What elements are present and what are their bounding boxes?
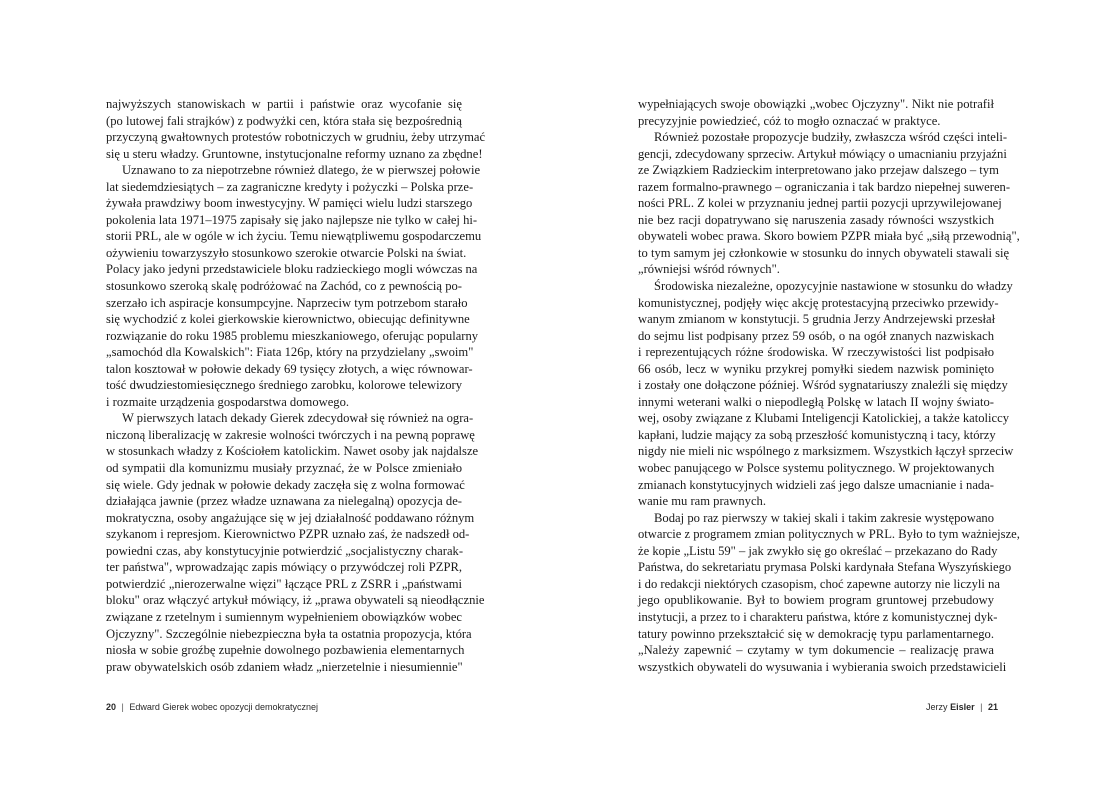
text-line: się wiele. Gdy jednak w połowie dekady zaczęła się z wolna formować <box>106 477 465 492</box>
text-line: pokolenia lata 1971–1975 zapisały się jako najlepsze nie tylko w całej hi- <box>106 212 478 227</box>
text-line: wypełniających swoje obowiązki „wobec Ojczyzny". Nikt nie potrafił <box>638 97 994 111</box>
text-line: wanym zmianom w konstytucji. 5 grudnia Jerzy Andrzejewski przesłał <box>638 312 996 327</box>
text-line: 66 osób, lecz w wyniku przykrej pomyłki siedem nazwisk pominięto <box>638 361 994 376</box>
text-line: się wychodzić z kolei gierkowskie kierownictwo, obiecując definitywne <box>106 312 470 327</box>
footer-separator: | <box>980 702 983 712</box>
text-line: nigdy nie mieli nic wspólnego z marksizmem. Wszystkich łączył sprzeciw <box>638 444 1014 459</box>
text-line: niosła w sobie groźbę zupełnie dowolnego pozbawienia elementarnych <box>106 643 465 658</box>
text-line: stosunkowo szeroką skalę podróżować na Zachód, co z pewnością po- <box>106 279 462 294</box>
footer-right <box>926 702 998 712</box>
text-line: Również pozostałe propozycje budziły, zwłaszcza wśród części inteli- <box>654 130 1008 145</box>
text-line: ze Związkiem Radzieckim interpretowano jako przejaw dalszego – tym <box>638 163 999 178</box>
page-number-right: 21 <box>987 702 998 712</box>
text-line: ter państwa", wprowadzając zapis mówiący o przywódczej roli PZPR, <box>106 560 462 575</box>
text-line: mokratyczna, osoby angażujące się w jej działalność poddawano różnym <box>106 510 475 525</box>
text-line: bloku" oraz włączyć artykuł mówiący, iż „prawa obywateli są nieodłącznie <box>106 593 485 608</box>
text-line: tość dwudziestomiesięcznego średniego zarobku, kolorowe telewizory <box>106 378 462 393</box>
text-line: (po lutowej fali strajków) z podwyżki cen, która stała się bezpośrednią <box>106 113 462 128</box>
text-line: tatury powinno przekształcić się w demokrację typu parlamentarnego. <box>638 626 994 641</box>
text-line: ożywieniu towarzyszyło stosunkowo szerokie otwarcie Polski na świat. <box>106 245 467 260</box>
text-line: do sejmu list podpisany przez 59 osób, o na ogół znanych nazwiskach <box>638 328 994 343</box>
text-line: i reprezentujących różne środowiska. W rzeczywistości list podpisało <box>638 345 994 360</box>
text-line: gencji, zdecydowany sprzeciw. Artykuł mówiący o umacnianiu przyjaźni <box>638 146 1007 161</box>
text-line: Państwa, do sekretariatu prymasa Polski kardynała Stefana Wyszyńskiego <box>638 560 1012 575</box>
text-line: instytucji, a przez to i charakteru państwa, które z komunistycznej dyk- <box>638 609 998 624</box>
text-line: obywateli wobec prawa. Skoro bowiem PZPR miała być „siłą przewodnią", <box>638 229 1020 244</box>
text-line: i zostały one dołączone później. Wśród sygnatariuszy znaleźli się między <box>638 378 1008 393</box>
text-line: „Należy zapewnić – czytamy w tym dokumencie – realizację prawa <box>638 643 994 658</box>
text-line: komunistycznej, podjęły więc akcję protestacyjną przeciwko przewidy- <box>638 295 999 310</box>
footer-separator: | <box>121 702 124 712</box>
right-page-text <box>638 96 1020 675</box>
text-line: szerzało ich aspiracje konsumpcyjne. Naprzeciw tym potrzebom starało <box>106 295 468 310</box>
text-line: przyczyną gwałtownych protestów robotniczych w grudniu, żeby utrzymać <box>106 130 486 145</box>
text-line: i do redakcji niektórych czasopism, choć zapewne autorzy nie liczyli na <box>638 576 1000 591</box>
text-line: Polacy jako jedyni przedstawiciele bloku radzieckiego mogli wówczas na <box>106 262 478 277</box>
text-line: działająca jawnie (przez władze uznawana za nielegalną) opozycja de- <box>106 494 462 509</box>
left-page-text <box>106 96 486 675</box>
text-line: związane z rzetelnym i sumiennym wypełnieniem obowiązków wobec <box>106 609 462 624</box>
text-line: nie bez racji dopatrywano się naruszenia zasady równości wszystkich <box>638 212 994 227</box>
text-line: wej, osoby związane z Klubami Inteligencji Katolickiej, a także katoliccy <box>638 411 1010 426</box>
text-line: otwarcie z programem zmian politycznych w PRL. Było to tym ważniejsze, <box>638 527 1020 542</box>
text-line: W pierwszych latach dekady Gierek zdecydował się również na ogra- <box>122 411 474 426</box>
text-line: szykanom i represjom. Kierownictwo PZPR uznało zaś, że nadszedł od- <box>106 527 470 542</box>
author-last-name: Eisler <box>950 702 975 712</box>
text-line: rozwiązanie do roku 1985 problemu mieszkaniowego, oferując popularny <box>106 328 479 343</box>
text-line: precyzyjnie powiedzieć, cóż to mogło oznaczać w praktyce. <box>638 113 941 128</box>
text-line: powiedni czas, aby konstytucyjnie potwierdzić „socjalistyczny charak- <box>106 543 464 558</box>
text-line: innymi weterani walki o niepodległą Polskę w latach II wojny świato- <box>638 394 994 409</box>
text-line: niczoną liberalizację w zakresie wolności twórczych i na pewną poprawę <box>106 427 475 442</box>
text-line: się u steru władzy. Gruntowne, instytucjonalne reformy uznano za zbędne! <box>106 146 483 161</box>
text-line: wobec panującego w Polsce systemu politycznego. W projektowanych <box>638 461 995 476</box>
text-line: to tym samym jej członkowie w stosunku do innych obywateli stawali się <box>638 245 1010 260</box>
text-line: storii PRL, ale w ogóle w ich życiu. Temu niewątpliwemu gospodarczemu <box>106 229 482 244</box>
text-line: „samochód dla Kowalskich": Fiata 126p, który na przydzielany „swoim" <box>106 345 474 360</box>
text-line: razem formalno-prawnego – ograniczania i tak bardzo niepełnej suweren- <box>638 179 1011 194</box>
text-line: talon kosztował w połowie dekady 69 tysięcy złotych, a więc równowar- <box>106 361 473 376</box>
text-line: żywała prawdziwy boom inwestycyjny. W pamięci wielu ludzi starszego <box>106 196 473 211</box>
text-line: lat siedemdziesiątych – za zagraniczne kredyty i pożyczki – Polska prze- <box>106 179 474 194</box>
text-line: potwierdzić „nierozerwalne więzi" łączące PRL z ZSRR i „państwami <box>106 576 462 591</box>
text-line: najwyższych stanowiskach w partii i państwie oraz wycofanie się <box>106 97 462 111</box>
text-line: Bodaj po raz pierwszy w takiej skali i takim zakresie występowano <box>654 510 994 525</box>
text-line: zmianach konstytucyjnych widzieli zaś jego dalsze umacnianie i nada- <box>638 477 994 492</box>
text-line: praw obywatelskich osób zdaniem władz „nierzetelnie i niesumiennie" <box>106 659 463 674</box>
text-line: „równiejsi wśród równych". <box>638 262 780 277</box>
text-line: wszystkich obywateli do wysuwania i wybierania swoich przedstawicieli <box>638 659 1007 674</box>
book-title: Edward Gierek wobec opozycji demokratycznej <box>129 702 318 712</box>
text-line: Ojczyzny". Szczególnie niebezpieczna była ta ostatnia propozycja, która <box>106 626 472 641</box>
text-line: jego opublikowanie. Był to bowiem program gruntowej przebudowy <box>638 593 994 608</box>
text-line: w stosunkach władzy z Kościołem katolickim. Nawet osoby jak najdalsze <box>106 444 479 459</box>
text-line: od sympatii dla komunizmu musiały przyznać, że w Polsce zmieniało <box>106 461 462 476</box>
text-line: Uznawano to za niepotrzebne również dlatego, że w pierwszej połowie <box>122 163 481 178</box>
text-line: ności PRL. Z kolei w przyznaniu jednej partii pozycji uprzywilejowanej <box>638 196 1002 211</box>
footer-left <box>106 702 318 712</box>
page-number-left: 20 <box>106 702 117 712</box>
text-line: i rozmaite urządzenia gospodarstwa domowego. <box>106 394 350 409</box>
text-line: kapłani, ludzie mający za sobą przeszłość komunistyczną i tacy, którzy <box>638 427 996 442</box>
text-line: wanie mu ram prawnych. <box>638 494 766 509</box>
text-line: że kopie „Listu 59" – jak zwykło się go określać – przekazano do Rady <box>638 543 998 558</box>
author-first-name: Jerzy <box>926 702 948 712</box>
text-line: Środowiska niezależne, opozycyjnie nastawione w stosunku do władzy <box>654 279 1013 294</box>
